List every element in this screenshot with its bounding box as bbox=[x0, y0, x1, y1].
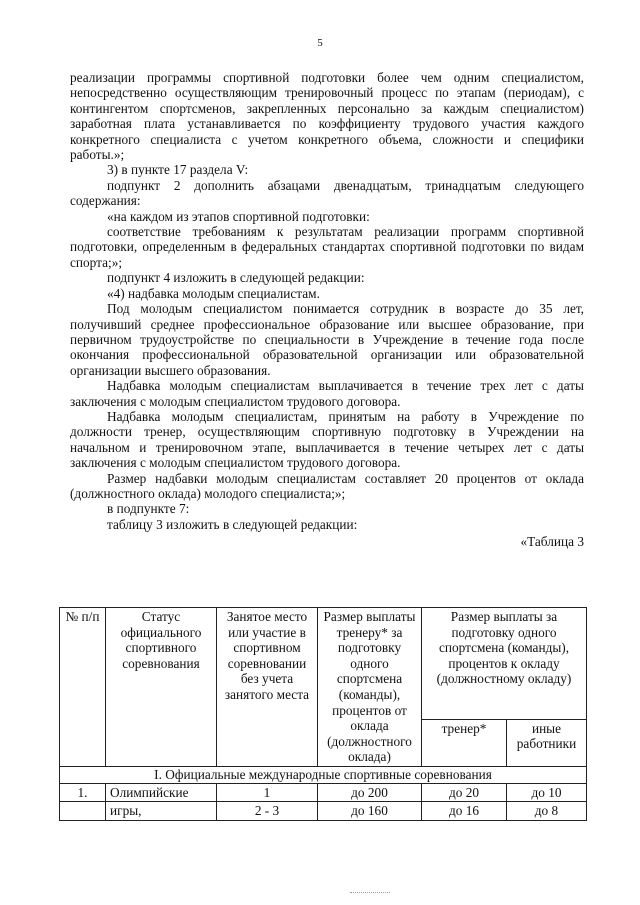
cell-trainer: до 20 bbox=[422, 783, 507, 802]
header-num: № п/п bbox=[60, 608, 106, 767]
cell-status: игры, bbox=[106, 802, 217, 821]
paragraph: соответствие требованиям к результатам реализации программ спортивной подготовки, определенным в федеральных стандартах спортивной подготовки по видам спорта;»; bbox=[70, 224, 584, 270]
header-coach-pay: Размер выплаты тренеру* за подготовку одного спортсмена (команды), процентов от оклада (должностного оклада) bbox=[318, 608, 422, 767]
document-body bbox=[70, 70, 584, 550]
header-group-pay: Размер выплаты за подготовку одного спортсмена (команды), процентов к окладу (должностному окладу) bbox=[422, 608, 587, 720]
paragraph: Под молодым специалистом понимается сотрудник в возрасте до 35 лет, получивший среднее профессиональное образование или высшее образование, при первичном трудоустройстве по специальности в Учреждение в течение года после окончания профессиональной образовательной организации или образовательной организации высшего образования. bbox=[70, 301, 584, 378]
paragraph: в подпункте 7: bbox=[107, 501, 190, 517]
cell-other: до 8 bbox=[507, 802, 587, 821]
paragraph: 3) в пункте 17 раздела V: bbox=[107, 162, 249, 178]
paragraph: Размер надбавки молодым специалистам составляет 20 процентов от оклада (должностного оклада) молодого специалиста;»; bbox=[70, 470, 584, 501]
table-section-row bbox=[60, 766, 587, 783]
cell-place: 2 - 3 bbox=[217, 802, 318, 821]
cell-num bbox=[60, 802, 106, 821]
table-3 bbox=[59, 607, 587, 821]
header-place: Занятое место или участие в спортивном соревновании без учета занятого места bbox=[217, 608, 318, 767]
paragraph: реализации программы спортивной подготовки более чем одним специалистом, непосредственно осуществляющим тренировочный процесс по этапам (периодам), с контингентом спортсменов, закрепленных персонально за каждым специалистом) заработная плата устанавливается по коэффициенту трудового участия каждого конкретного специалиста с учетом конкретного объема, сложности и специфики работы.»; bbox=[70, 70, 584, 163]
paragraph: подпункт 4 изложить в следующей редакции: bbox=[107, 270, 365, 286]
cell-coach: до 200 bbox=[318, 783, 422, 802]
subheader-trainer: тренер* bbox=[422, 719, 507, 766]
paragraph: подпункт 2 дополнить абзацами двенадцатым, тринадцатым следующего содержания: bbox=[70, 177, 584, 209]
paragraph: Надбавка молодым специалистам, принятым на работу в Учреждение по должности тренер, осуществляющим спортивную подготовку в Учреждении на начальном и тренировочном этапе, выплачивается в течение четырех лет с даты заключения с молодым специалистом трудового договора. bbox=[70, 408, 584, 471]
table-header-row bbox=[60, 608, 587, 720]
cell-trainer: до 16 bbox=[422, 802, 507, 821]
table-row bbox=[60, 783, 587, 802]
cell-num: 1. bbox=[60, 783, 106, 802]
header-status: Статус официального спортивного соревнования bbox=[106, 608, 217, 767]
cell-other: до 10 bbox=[507, 783, 587, 802]
paragraph: таблицу 3 изложить в следующей редакции: bbox=[107, 516, 358, 532]
section-title: I. Официальные международные спортивные соревнования bbox=[60, 766, 587, 783]
paragraph: «4) надбавка молодым специалистам. bbox=[107, 285, 320, 301]
cell-coach: до 160 bbox=[318, 802, 422, 821]
subheader-other: иные работники bbox=[507, 719, 587, 766]
page-number: 5 bbox=[317, 37, 323, 49]
table-caption: «Таблица 3 bbox=[520, 534, 584, 550]
cell-status: Олимпийские bbox=[106, 783, 217, 802]
table-row bbox=[60, 802, 587, 821]
paragraph: «на каждом из этапов спортивной подготовки: bbox=[107, 208, 370, 224]
paragraph: Надбавка молодым специалистам выплачивается в течение трех лет с даты заключения с молодым специалистом трудового договора. bbox=[70, 378, 584, 409]
scan-artifact bbox=[350, 892, 390, 895]
cell-place: 1 bbox=[217, 783, 318, 802]
